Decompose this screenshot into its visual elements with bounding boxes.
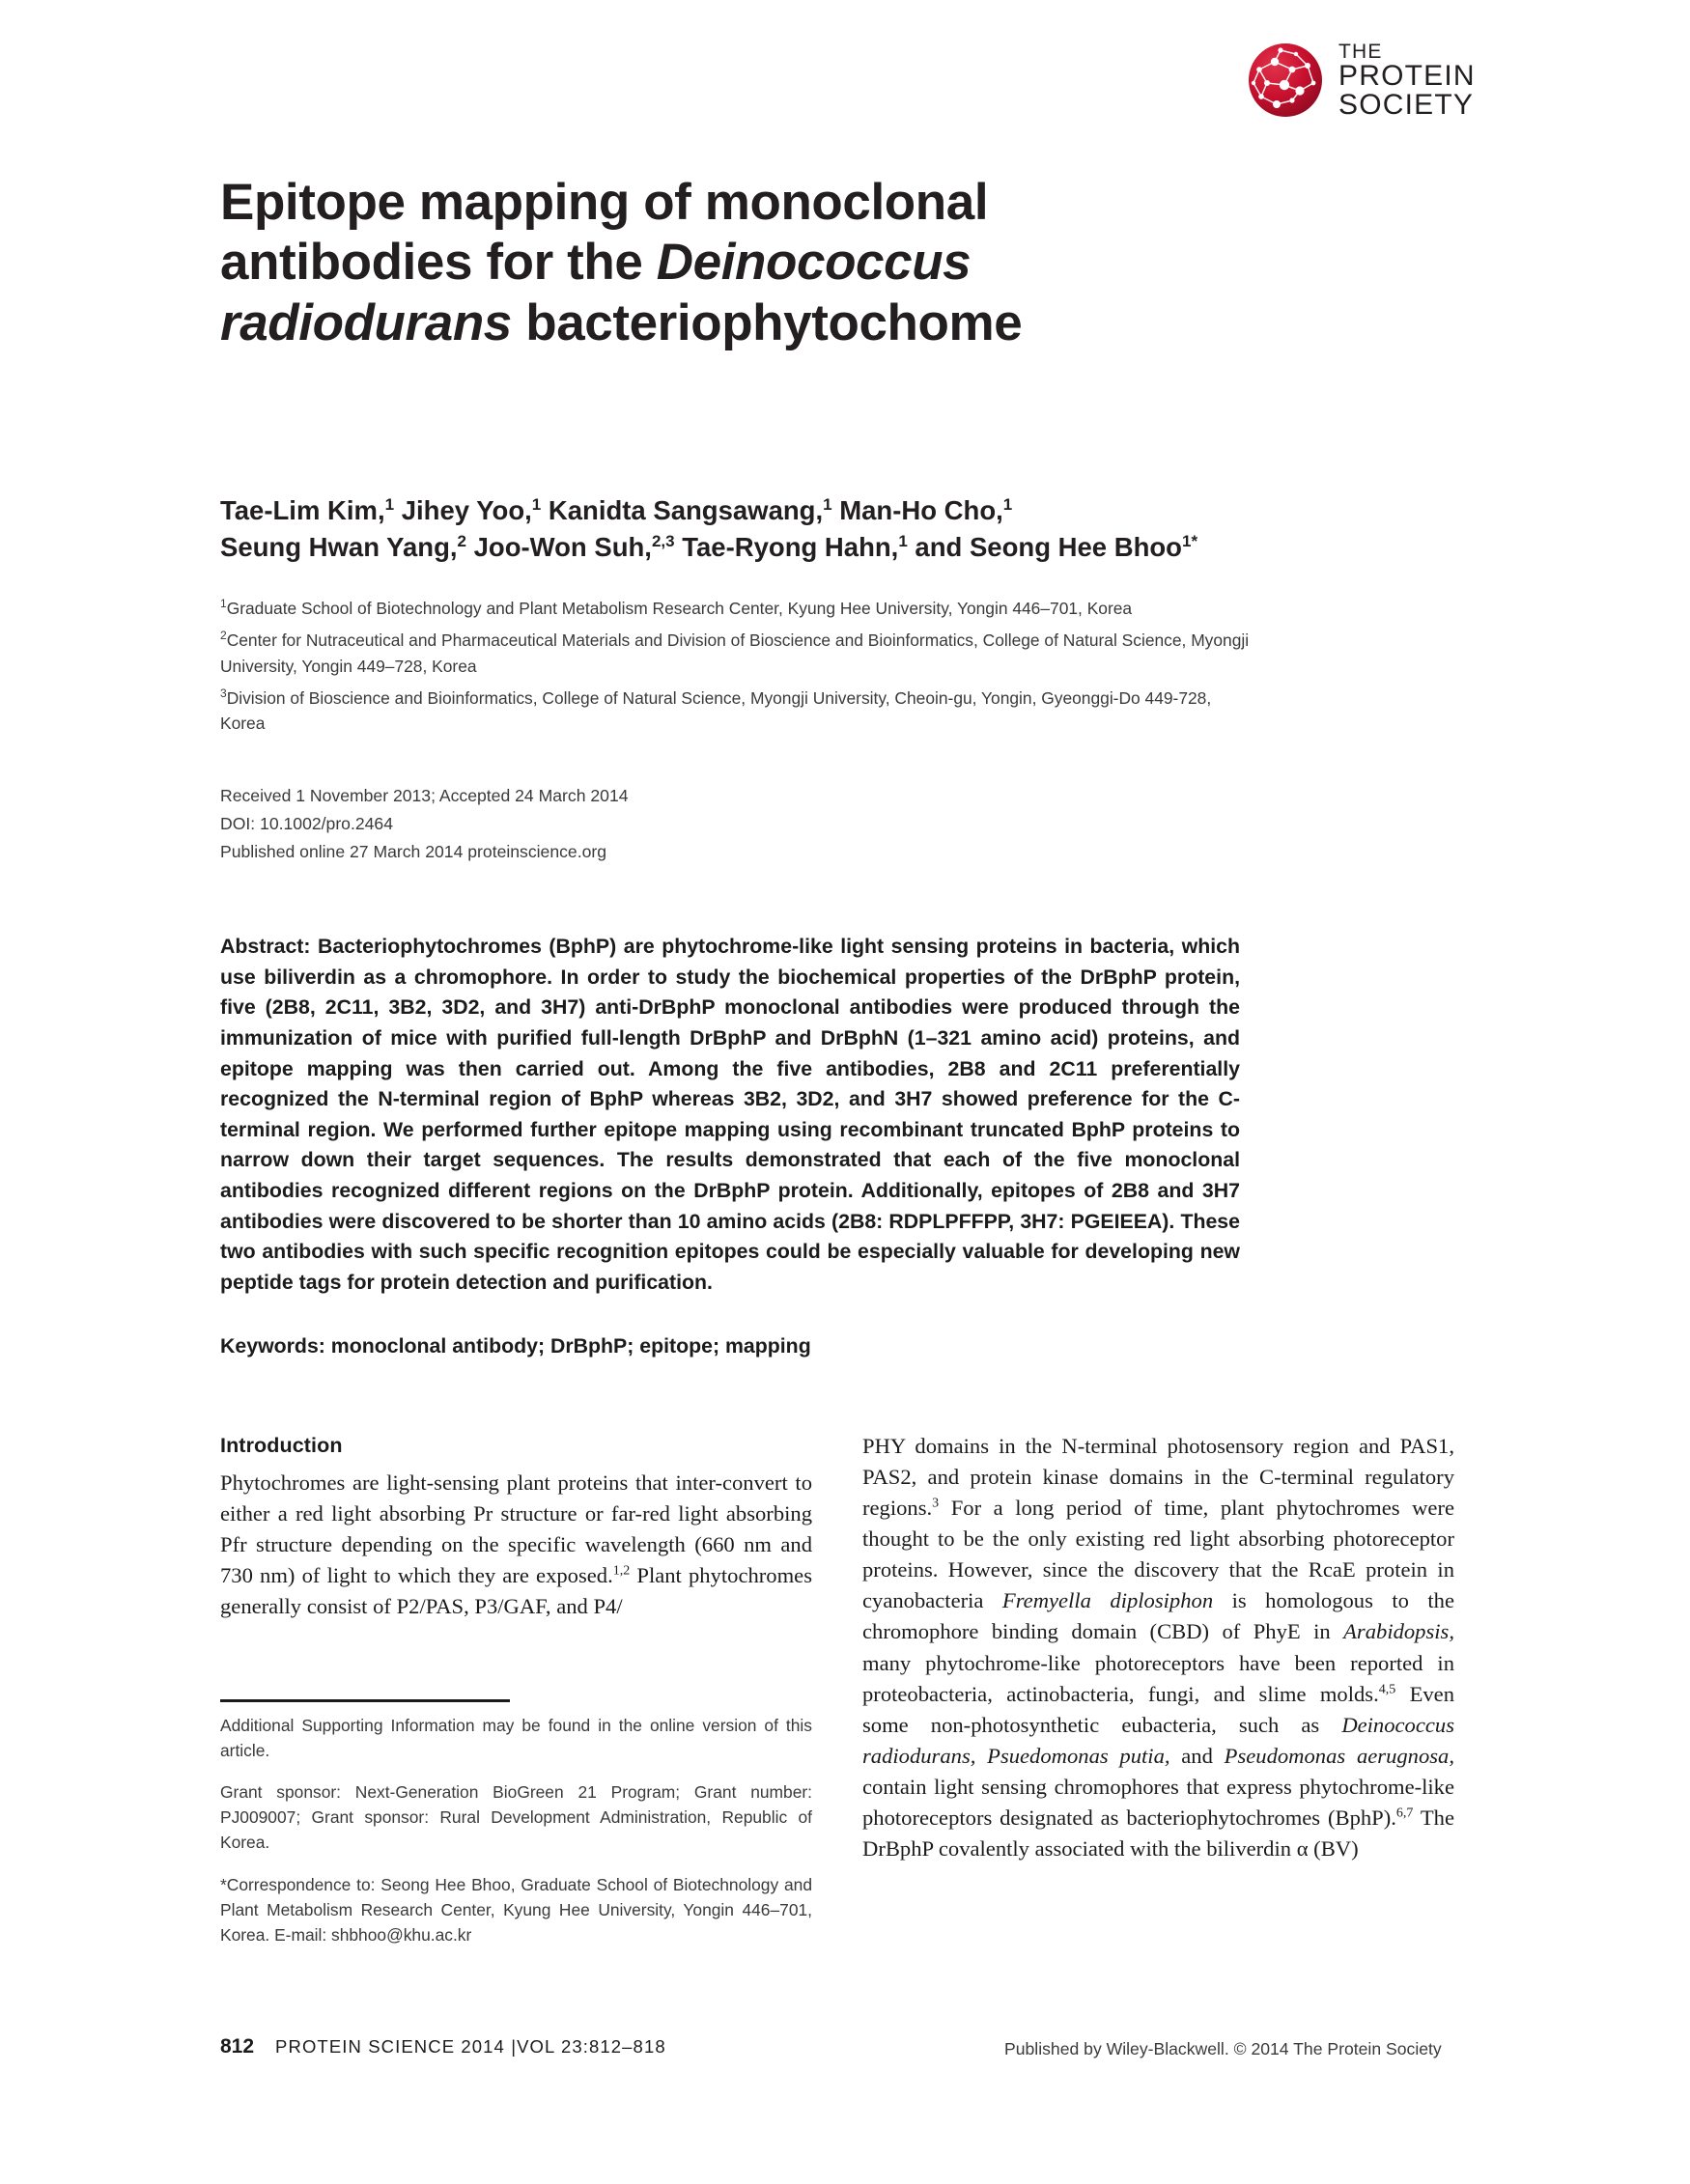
author-8-affil: 1* [1181,531,1198,550]
author-5-affil: 2 [457,531,466,550]
paragraph-part: Plant phytochromes generally consist of P2/PAS, P3/GAF, and P4/ [220,1562,812,1618]
body-column-right [862,1431,1454,1864]
author-5: Seung Hwan Yang, [220,531,458,562]
author-6: Joo-Won Suh, [465,531,652,562]
affiliation-marker: 3 [220,686,227,700]
species-name: Fremyella diplosiphon [1001,1588,1214,1613]
paragraph-part: many phytochrome-like photoreceptors have been reported in proteobacteria, actinobacteria, fungi, and slime molds. [862,1650,1454,1706]
publisher-copyright: Published by Wiley-Blackwell. © 2014 The Protein Society [1004,2039,1442,2058]
author-7-affil: 1 [898,531,908,550]
affiliation-item [220,685,1255,737]
footnote-block [220,1699,812,1947]
page-number: 812 [220,2035,255,2058]
author-3: Kanidta Sangsawang, [541,495,824,525]
paragraph-part: and [1169,1743,1225,1768]
paragraph-part: For a long period of time, plant phytochromes were thought to be the only existing red light absorbing photoreceptor proteins. However, since the discovery that the RcaE protein in cyanobacteria [862,1496,1454,1613]
footnote-divider [220,1699,510,1702]
title-italic-species: Deinococcus radiodurans [220,234,972,351]
footnote-supporting-information: Additional Supporting Information may be found in the online version of this article. [220,1716,812,1761]
logo-wordmark [1338,42,1476,120]
protein-network-sphere-icon [1246,41,1325,120]
journal-name-year: PROTEIN SCIENCE 2014 [275,2036,505,2057]
footnote-correspondence: *Correspondence to: Seong Hee Bhoo, Graduate School of Biotechnology and Plant Metabolism Research Center, Kyung Hee University, Yongin 446–701, Korea. E-mail: shbhoo@khu.ac.kr [220,1874,812,1945]
publication-dates [220,782,1089,867]
logo-line-protein: PROTEIN [1338,59,1476,92]
abstract-text: Abstract: Bacteriophytochromes (BphP) are phytochrome-like light sensing proteins in bacteria, which use biliverdin as a chromophore. In order to study the biochemical properties of the DrBphP protein, five (2B8, 2C11, 3B2, 3D2, and 3H7) anti-DrBphP monoclonal antibodies were produced through the immunization of mice with purified full-length DrBphP and DrBphN (1–321 amino acid) proteins, and epitope mapping was then carried out. Among the five antibodies, 2B8 and 2C11 preferentially recognized the N-terminal region of BphP whereas 3B2, 3D2, and 3H7 showed preference for the C-terminal region. We performed further epitope mapping using recombinant truncated BphP proteins to narrow down their target sequences. The results demonstrated that each of the five monoclonal antibodies recognized different regions on the DrBphP protein. Additionally, epitopes of 2B8 and 3H7 antibodies were discovered to be shorter than 10 amino acids (2B8: RDPLPFFPP, 3H7: PGEIEEA). These two antibodies with such specific recognition epitopes could be especially valuable for developing new peptide tags for protein detection and purification. [220,935,1240,1294]
author-2: Jihey Yoo, [394,495,532,525]
author-list [220,492,1244,566]
author-8: and Seong Hee Bhoo [907,531,1182,562]
logo-line-the: THE [1338,40,1383,63]
author-4: Man-Ho Cho, [831,495,1003,525]
affiliation-marker: 2 [220,629,227,643]
doi-line: DOI: 10.1002/pro.2464 [220,814,393,834]
paragraph [220,1468,812,1622]
paragraph-part: Phytochromes are light-sensing plant proteins that inter-convert to either a red light absorbing Pr structure or far-red light absorbing Pfr structure depending on the specific wavelength (660 nm and 730 nm) of light to which they are exposed. [220,1470,812,1587]
logo-line-society: SOCIETY [1338,88,1475,121]
protein-society-logo [1246,41,1476,120]
author-3-affil: 1 [823,494,832,514]
citation-ref: 1,2 [612,1563,631,1579]
affiliation-text: Center for Nutraceutical and Pharmaceutical Materials and Division of Bioscience and Bioinformatics, College of Natural Science, Myongji University, Yongin 449–728, Korea [220,630,1250,676]
citation-ref: 3 [932,1496,940,1511]
received-accepted-date: Received 1 November 2013; Accepted 24 March 2014 [220,786,629,805]
author-2-affil: 1 [531,494,542,514]
title-part-1: Epitope mapping of monoclonal antibodies for the [220,173,989,292]
paragraph-part: Even some non-photosynthetic eubacteria, such as [862,1681,1454,1737]
section-heading-introduction: Introduction [220,1434,343,1457]
affiliation-list [220,595,1255,742]
author-1-affil: 1 [384,494,395,514]
keywords-line: Keywords: monoclonal antibody; DrBphP; epitope; mapping [220,1334,811,1358]
page-footer-left [220,2035,666,2058]
author-1: Tae-Lim Kim, [220,495,385,525]
affiliation-item [220,595,1255,621]
affiliation-text: Division of Bioscience and Bioinformatics, College of Natural Science, Myongji University, Cheoin-gu, Yongin, Gyeonggi-Do 449-728, Korea [220,687,1212,734]
citation-ref: 6,7 [1395,1806,1414,1821]
author-6-affil: 2,3 [651,531,675,550]
journal-volume-pages: VOL 23:812–818 [517,2036,666,2057]
author-4-affil: 1 [1002,494,1013,514]
title-part-2: bacteriophytochome [511,294,1023,351]
paragraph-part: PHY domains in the N-terminal photosensory region and PAS1, PAS2, and protein kinase domains in the C-terminal regulatory regions. [862,1434,1454,1521]
citation-ref: 4,5 [1378,1682,1396,1697]
author-7: Tae-Ryong Hahn, [674,531,899,562]
paragraph-part: is homologous to the chromophore binding domain (CBD) of PhyE in [862,1588,1455,1644]
footnote-grant-sponsor: Grant sponsor: Next-Generation BioGreen 21 Program; Grant number: PJ009007; Grant sponsor: Rural Development Administration, Republic of Korea. [220,1782,812,1853]
paragraph-part: contain light sensing chromophores that express phytochrome-like photoreceptors designated as bacteriophytochromes (BphP). [862,1774,1454,1830]
affiliation-text: Graduate School of Biotechnology and Plant Metabolism Research Center, Kyung Hee University, Yongin 446–701, Korea [226,598,1133,618]
species-name: Pseudomonas aerugnosa, [1224,1743,1454,1768]
journal-citation [275,2036,666,2058]
paragraph-part: The DrBphP covalently associated with the biliverdin α (BV) [862,1805,1455,1862]
footer-divider: | [511,2036,518,2057]
species-name: Deinococcus radiodurans, Psuedomonas putia, [862,1712,1454,1768]
article-title [220,173,1186,354]
paragraph [862,1431,1454,1864]
species-name: Arabidopsis, [1343,1619,1454,1644]
affiliation-marker: 1 [220,597,227,610]
published-online-line: Published online 27 March 2014 proteinscience.org [220,842,607,862]
body-column-left [220,1431,812,1622]
affiliation-item [220,627,1255,679]
